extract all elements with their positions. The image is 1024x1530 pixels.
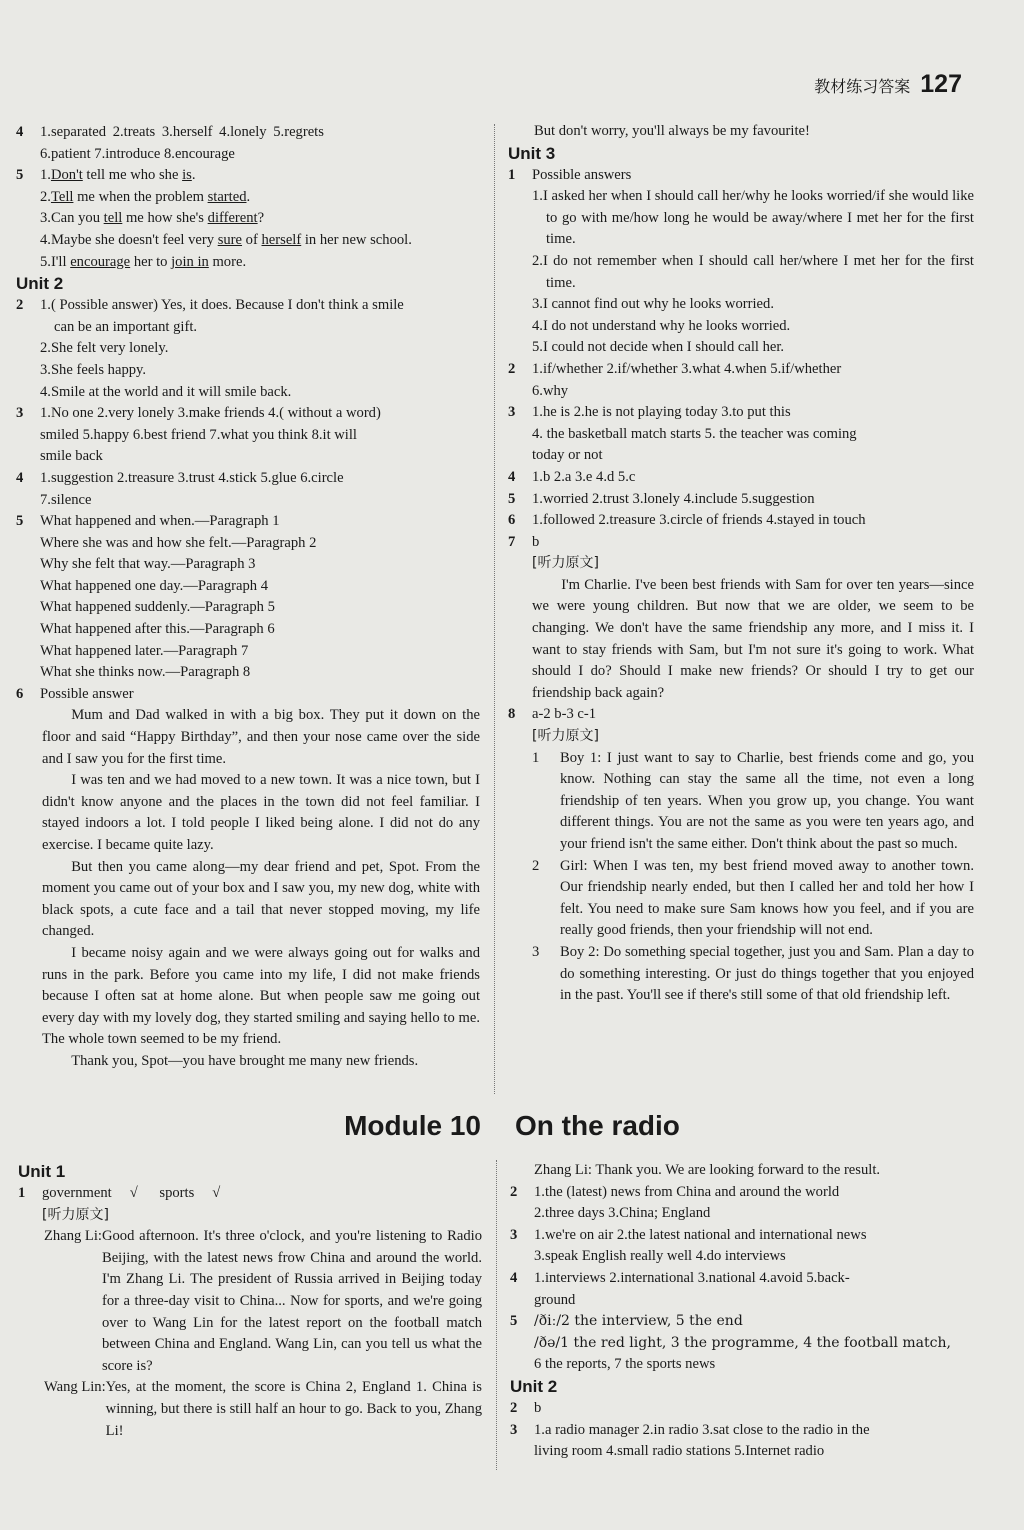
answer-item-4: 4 1.separated 2.treats 3.herself 4.lonely 5.regrets 6.patient 7.introduce 8.encourage [16,122,480,165]
paragraph-match: Why she felt that way.—Paragraph 3 [40,556,256,573]
essay-paragraph: Mum and Dad walked in with a big box. They put it down on the floor and said “Happy Birthday”, and then your nose came over the side and I saw you for the first time. [42,707,480,767]
transcript-tag: [听力原文] [532,728,599,745]
unit-heading: Unit 3 [508,143,556,163]
speaker-text: Good afternoon. It's three o'clock, and you're listening to Radio Beijing, with the latest news frow China and around the world. I'm Zhang Li. The president of Russia arrived in Beijing today for a three-day visit to China... Now for sports, and we're going over to Wang Lin for the latest report on the football match between China and England. Wang Lin, can you tell us what the score is? [101,1228,482,1374]
speaker-wang-lin [18,1377,482,1442]
sentence-4: 4.Maybe she doesn't feel very sure of herself in her new school. [40,231,412,248]
answer-item-1: 1 Possible answers 1.I asked her when I should call her/why he looks worried/if she would like to go with me/how long he would be away/where I met her for the first time. 2.I do not remember when I should call her/where I met her for the first time. 3.I cannot find out why he looks worried. 4.I do not understand why he looks worried. 5.I could not decide when I should call her. [508,166,974,356]
answer-item-2b: 2 b [510,1399,542,1416]
unit-heading: Unit 2 [510,1376,558,1396]
paragraph-match: What she thinks now.—Paragraph 8 [40,664,251,681]
answer-item-5: 5 1.worried 2.trust 3.lonely 4.include 5.suggestion [508,490,815,507]
speaker-zhang-li [18,1226,482,1377]
answer-item-3: 3 1.we're on air 2.the latest national and international news 3.speak English really well 4.do interviews [510,1226,867,1265]
answer-item-3: 3 1.he is 2.he is not playing today 3.to put this 4. the basketball match starts 5. the teacher was coming today or not [508,404,857,464]
left-column-bottom [18,1161,482,1442]
right-column-bottom [510,1160,976,1463]
answer-item-2: 2 1.if/whether 2.if/whether 3.what 4.when 5.if/whether 6.why [508,360,842,399]
paragraph-match: What happened later.—Paragraph 7 [40,642,249,659]
left-column-top [16,122,480,1073]
continued-line: Zhang Li: Thank you. We are looking forward to the result. [534,1162,881,1178]
dialogue-2: 2 Girl: When I was ten, my best friend moved away to another town. Our friendship nearly ended, but then I called her and told her how I felt. You need to make sure Sam knows how you feel, and if you are really good friends, then your friendship will not end. [532,857,974,939]
unit-heading: Unit 2 [16,274,64,294]
paragraph-match: What happened and when.—Paragraph 1 [40,513,280,530]
answer-item-4: 4 1.interviews 2.international 3.national 4.avoid 5.back- ground [510,1269,850,1308]
check-mark-icon: √ [212,1185,221,1201]
sentence-1: 1.Don't tell me who she is. [40,167,196,184]
page-header [814,70,962,99]
speaker-name: Zhang Li: [44,1228,102,1245]
paragraph-match: What happened one day.—Paragraph 4 [40,577,269,594]
transcript-tag: [听力原文] [532,555,599,572]
transcript-tag: [听力原文] [42,1206,109,1223]
paragraph-match: Where she was and how she felt.—Paragraph 2 [40,534,317,551]
column-divider-bottom [496,1160,497,1470]
answer-item-3b: 3 1.a radio manager 2.in radio 3.sat close to the radio in the living room 4.small radio stations 5.Internet radio [510,1421,870,1460]
paragraph-match: What happened after this.—Paragraph 6 [40,621,275,638]
page-number: 127 [920,70,962,98]
right-column-top [508,121,974,1007]
transcript-paragraph: I'm Charlie. I've been best friends with Sam for over ten years—since we were young children. But now that we are older, we seem to be changing. We don't have the same friendship any more, and I miss it. I want to stay friends with Sam, but I'm not sure it's going to work. What should I do? Should I make new friends? Or should I try to get our friendship back again? [532,576,974,701]
sentence-3: 3.Can you tell me how she's different? [40,210,265,227]
module-name: On the radio [515,1110,680,1141]
answer-item-8: 8 a-2 b-3 c-1 [听力原文] 1 Boy 1: I just want to say to Charlie, best friends come and go, you know. Nothing can stay the same all the time, not even a long friendship of ten years. When you grow up, you change. You want different things. You are not the same as you were ten years ago, and your friend isn't the same either. Don't think about the past so much. 2 Girl: When I was ten, my best friend moved away to another town. Our friendship nearly ended, but then I called her and told her how I felt. You need to make sure Sam knows how you feel, and if you are really good friends, then your friendship will not end. 3 Boy 2: Do something special together, just you and Sam. Plan a day to do something interesting. Or just do things together that you enjoyed in the past. You'll see if there's still some of that old friendship left. [508,704,974,1006]
paragraph-match: What happened suddenly.—Paragraph 5 [40,599,275,616]
answer-item-2: 2 1.the (latest) news from China and around the world 2.three days 3.China; England [510,1183,840,1222]
module-number: Module 10 [344,1110,481,1141]
essay-paragraph: But then you came along—my dear friend and pet, Spot. From the moment you came out of your box and I saw you, my new dog, white with black spots, a cute face and a tail that never stopped moving, my life changed. [42,858,480,940]
sentence-2: 2.Tell me when the problem started. [40,188,251,205]
answer-item-4: 4 1.b 2.a 3.e 4.d 5.c [508,468,636,485]
answer-item-2: 2 1.( Possible answer) Yes, it does. Because I don't think a smile can be an important gift. 2.She felt very lonely. 3.She feels happy. 4.Smile at the world and it will smile back. [16,297,404,400]
essay [16,705,480,1072]
answer-item-3: 3 1.No one 2.very lonely 3.make friends 4.( without a word) smiled 5.happy 6.best friend 7.what you think 8.it will smile back [16,405,381,465]
answer-item-1: 1 government √ sports √ [听力原文] [18,1183,482,1226]
essay-paragraph: Thank you, Spot—you have brought me many new friends. [71,1052,419,1069]
speaker-name: Wang Lin: [44,1379,106,1396]
essay-paragraph: I became noisy again and we were always going out for walks and runs in the park. Before you came into my life, I did not make friends because I often sat at home alone. But when people saw me going out every day with my lovely dog, they started smiling and saying hello to me. The whole town seemed to be my friend. [42,944,480,1048]
answer-item-5: 5 /ðiː/2 the interview, 5 the end /ðə/1 the red light, 3 the programme, 4 the football match, 6 the reports, 7 the sports news [510,1313,951,1373]
answer-item-5b: 5 What happened and when.—Paragraph 1 Where she was and how she felt.—Paragraph 2 Why she felt that way.—Paragraph 3 What happened one day.—Paragraph 4 What happened suddenly.—Paragraph 5 What happened after this.—Paragraph 6 What happened later.—Paragraph 7 What she thinks now.—Paragraph 8 [16,511,480,684]
unit-heading: Unit 1 [18,1162,66,1181]
speaker-text: Yes, at the moment, the score is China 2, England 1. China is winning, but there is still half an hour to go. Back to you, Zhang Li! [105,1379,482,1439]
dialogue-1: 1 Boy 1: I just want to say to Charlie, best friends come and go, you know. Nothing can stay the same all the time, not even a long friendship of ten years. When you grow up, you change. You want different things. You are not the same as you were ten years ago, and your friend isn't the same either. Don't think about the past so much. [532,749,974,852]
check-mark-icon: √ [129,1185,138,1201]
sentence-5: 5.I'll encourage her to join in more. [40,253,247,270]
continued-line: But don't worry, you'll always be my favourite! [534,123,810,139]
dialogue-3: 3 Boy 2: Do something special together, just you and Sam. Plan a day to do something interesting. Or just do things together that you enjoyed in the past. You'll see if there's still some of that old friendship left. [532,943,974,1004]
module-title [0,1110,1024,1142]
section-label: 教材练习答案 [814,77,911,96]
essay-paragraph: I was ten and we had moved to a new town. It was a nice town, but I didn't know anyone and the places in the town did not feel familiar. I stayed indoors a lot. I told people I liked being alone. I did not do any exercise. I became quite lazy. [42,772,480,853]
answer-item-5: 5 1.Don't tell me who she is. 2.Tell me when the problem started. 3.Can you tell me how she's different? 4.Maybe she doesn't feel very sure of herself in her new school. 5.I'll encourage her to join in more. [16,165,480,273]
answer-item-7: 7 b [听力原文] I'm Charlie. I've been best friends with Sam for over ten years—since we were young children. But now that we are older, we seem to be changing. We don't have the same friendship any more, and I miss it. I want to stay friends with Sam, but I'm not sure it's going to work. What should I do? Should I make new friends? Or should I try to get our friendship back again? [508,532,974,705]
answer-line: 6.patient 7.introduce 8.encourage [40,145,235,162]
answer-item-4b: 4 1.suggestion 2.treasure 3.trust 4.stick 5.glue 6.circle 7.silence [16,469,344,508]
answer-line: 1.separated 2.treats 3.herself 4.lonely 5.regrets [40,124,324,140]
answer-item-6: 6 Possible answer [16,685,134,702]
answer-item-6: 6 1.followed 2.treasure 3.circle of friends 4.stayed in touch [508,512,866,529]
column-divider-top [494,124,495,1094]
